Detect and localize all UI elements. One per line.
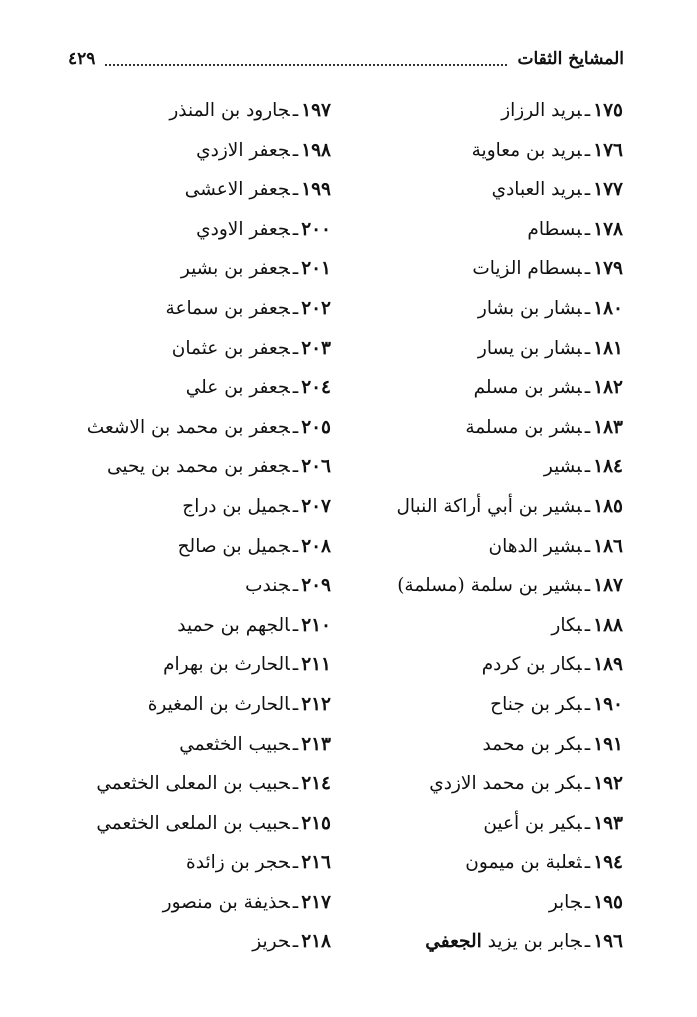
entry-name: حبيب بن المعلى الخثعمي [96, 773, 290, 795]
entry-separator: ـ [584, 693, 591, 715]
entry-separator: ـ [292, 416, 299, 438]
entry-name: بكر بن محمد [482, 733, 582, 755]
entry-separator: ـ [584, 179, 591, 201]
entry-number: ١٩٦ [593, 931, 623, 953]
entry-separator: ـ [584, 733, 591, 755]
entry-separator: ـ [292, 297, 299, 319]
entry-number: ١٩٨ [301, 139, 331, 161]
entry-separator: ـ [584, 258, 591, 280]
entry-separator: ـ [584, 416, 591, 438]
list-item [31, 930, 331, 970]
list-item [323, 218, 623, 258]
entry-separator: ـ [584, 891, 591, 913]
entry-separator: ـ [584, 100, 591, 121]
entry-number: ٢١٧ [301, 891, 331, 913]
entry-name: جعفر الازدي [196, 139, 290, 161]
entry-separator: ـ [292, 377, 299, 399]
entry-number: ١٩٩ [301, 179, 331, 201]
list-item [323, 891, 623, 931]
entry-name: بشير بن سلمة (مسلمة) [397, 575, 582, 597]
list-item [323, 99, 623, 139]
list-item [31, 614, 331, 654]
list-item [323, 139, 623, 179]
list-item [31, 495, 331, 535]
list-item [31, 337, 331, 377]
entry-name: بسطام [527, 218, 582, 240]
entry-number: ١٨٧ [593, 575, 623, 597]
entry-number: ٢١٨ [301, 931, 331, 953]
left-column [31, 99, 331, 970]
entry-name: بشر بن مسلمة [465, 416, 582, 438]
entry-separator: ـ [584, 852, 591, 874]
entry-name: بكر بن محمد الازدي [429, 773, 582, 795]
entry-number: ١٨٣ [593, 416, 623, 438]
entry-number: ٢٠٢ [301, 297, 331, 319]
list-item [31, 178, 331, 218]
entry-separator: ـ [292, 693, 299, 715]
list-item [31, 99, 331, 139]
entry-number: ١٨٤ [593, 456, 623, 478]
list-item [31, 218, 331, 258]
entry-number: ٢٠٦ [301, 456, 331, 478]
list-item [323, 930, 623, 970]
entry-name: بكار [551, 614, 582, 636]
entry-separator: ـ [584, 614, 591, 636]
entry-number: ٢٠٠ [301, 218, 331, 240]
list-item [323, 733, 623, 773]
entry-separator: ـ [292, 852, 299, 874]
entry-number: ١٩٧ [301, 100, 331, 121]
list-item [31, 257, 331, 297]
entry-name: الجهم بن حميد [177, 614, 290, 636]
list-item [31, 376, 331, 416]
entry-separator: ـ [584, 654, 591, 676]
list-item [31, 772, 331, 812]
entry-separator: ـ [292, 812, 299, 834]
list-item [31, 812, 331, 852]
entry-number: ١٨٩ [593, 654, 623, 676]
entry-separator: ـ [584, 931, 591, 953]
entry-name: الحارث بن بهرام [163, 654, 290, 676]
entry-number: ٢١٢ [301, 693, 331, 715]
entry-name: جعفر الاعشى [184, 179, 290, 201]
entry-number: ٢١٦ [301, 852, 331, 874]
entry-number: ٢١٤ [301, 773, 331, 795]
entry-separator: ـ [292, 139, 299, 161]
entry-name: بشار بن بشار [477, 297, 582, 319]
entry-separator: ـ [584, 139, 591, 161]
entry-name: جعفر بن علي [185, 377, 290, 399]
entry-number: ١٨١ [593, 337, 623, 359]
list-item [323, 812, 623, 852]
entry-separator: ـ [292, 931, 299, 953]
entry-number: ١٩٥ [593, 891, 623, 913]
entry-name: جعفر بن محمد بن الاشعث [86, 416, 290, 438]
entry-number: ١٨٢ [593, 377, 623, 399]
entry-number: ١٩٤ [593, 852, 623, 874]
entry-number: ٢٠٥ [301, 416, 331, 438]
entry-number: ٢١٠ [301, 614, 331, 636]
entry-separator: ـ [292, 614, 299, 636]
list-item [323, 535, 623, 575]
entry-number: ١٨٠ [593, 297, 623, 319]
entry-number: ٢٠٧ [301, 495, 331, 517]
list-item [31, 455, 331, 495]
entry-name: جندب [245, 575, 290, 597]
entry-name: بريد العبادي [491, 179, 582, 201]
entry-number: ١٩٣ [593, 812, 623, 834]
entry-name-bold: الجعفي [425, 931, 482, 953]
entry-separator: ـ [292, 179, 299, 201]
entry-number: ١٨٦ [593, 535, 623, 557]
entry-name: بكار بن كردم [481, 654, 582, 676]
page-number: ٤٢٩ [68, 49, 96, 69]
entry-number: ٢١١ [301, 654, 331, 676]
entry-name: جميل بن دراج [182, 495, 290, 517]
entry-name: جعفر بن بشير [180, 258, 290, 280]
list-item [323, 257, 623, 297]
list-item [323, 614, 623, 654]
entry-number: ١٩٠ [593, 693, 623, 715]
entry-separator: ـ [584, 456, 591, 478]
entry-name: بشير بن أبي أراكة النبال [396, 495, 582, 517]
entry-separator: ـ [292, 456, 299, 478]
entry-separator: ـ [584, 812, 591, 834]
list-item [323, 495, 623, 535]
entry-name: حجر بن زائدة [186, 852, 290, 874]
entry-number: ٢١٥ [301, 812, 331, 834]
entry-name: بسطام الزيات [472, 258, 582, 280]
entry-name: حريز [252, 931, 290, 953]
entry-name: جعفر بن سماعة [165, 297, 290, 319]
entry-number: ١٧٧ [593, 179, 623, 201]
running-title: المشايخ الثقات [517, 49, 624, 69]
entry-number: ١٧٥ [593, 100, 623, 121]
entry-separator: ـ [292, 773, 299, 795]
entry-separator: ـ [292, 891, 299, 913]
list-item [323, 337, 623, 377]
list-item [323, 297, 623, 337]
entry-number: ١٩٢ [593, 773, 623, 795]
entry-number: ١٩١ [593, 733, 623, 755]
entry-number: ٢٠٣ [301, 337, 331, 359]
entry-number: ١٧٩ [593, 258, 623, 280]
entry-separator: ـ [584, 297, 591, 319]
list-item [323, 574, 623, 614]
entry-name: جارود بن المنذر [169, 100, 290, 121]
list-item [323, 178, 623, 218]
entry-number: ٢٠٩ [301, 575, 331, 597]
entry-number: ١٧٦ [593, 139, 623, 161]
right-column [323, 99, 623, 970]
entry-name: بشير الدهان [488, 535, 582, 557]
entry-separator: ـ [584, 218, 591, 240]
entry-separator: ـ [292, 575, 299, 597]
entry-number: ١٧٨ [593, 218, 623, 240]
entry-name: جعفر بن محمد بن يحيى [106, 456, 290, 478]
entry-separator: ـ [292, 654, 299, 676]
list-item [31, 851, 331, 891]
list-item [31, 733, 331, 773]
list-item [323, 772, 623, 812]
list-item [31, 891, 331, 931]
dot-leader [105, 64, 507, 66]
entry-name: بكر بن جناح [490, 693, 582, 715]
list-item [323, 693, 623, 733]
entry-separator: ـ [292, 337, 299, 359]
entry-name: ثعلبة بن ميمون [465, 852, 582, 874]
entry-name: حبيب بن الملعى الخثعمي [96, 812, 290, 834]
entry-separator: ـ [292, 495, 299, 517]
list-item [323, 455, 623, 495]
entry-number: ٢١٣ [301, 733, 331, 755]
entry-separator: ـ [584, 337, 591, 359]
entry-separator: ـ [292, 218, 299, 240]
entry-number: ١٨٥ [593, 495, 623, 517]
entry-number: ١٨٨ [593, 614, 623, 636]
entry-separator: ـ [584, 773, 591, 795]
entry-separator: ـ [292, 733, 299, 755]
entry-separator: ـ [292, 258, 299, 280]
list-item [323, 653, 623, 693]
entry-name: حبيب الخثعمي [179, 733, 290, 755]
entry-name: بشار بن يسار [477, 337, 582, 359]
entry-name: جابر [548, 891, 582, 913]
list-item [323, 851, 623, 891]
list-item [31, 653, 331, 693]
entry-name: بشير [543, 456, 582, 478]
list-item [323, 416, 623, 456]
list-item [31, 693, 331, 733]
list-item [31, 297, 331, 337]
entry-name: الحارث بن المغيرة [147, 693, 290, 715]
entry-number: ٢٠٤ [301, 377, 331, 399]
entry-name: حذيفة بن منصور [162, 891, 290, 913]
entry-separator: ـ [584, 495, 591, 517]
entry-name: بكير بن أعين [483, 812, 582, 834]
entry-number: ٢٠٨ [301, 535, 331, 557]
entry-separator: ـ [584, 575, 591, 597]
entry-separator: ـ [292, 100, 299, 121]
entry-number: ٢٠١ [301, 258, 331, 280]
entry-separator: ـ [584, 535, 591, 557]
list-item [31, 416, 331, 456]
entry-separator: ـ [292, 535, 299, 557]
entry-name: بريد الرزاز [501, 100, 582, 121]
entry-name: جابر بن يزيد [487, 931, 582, 953]
entry-separator: ـ [584, 377, 591, 399]
entry-name: بشر بن مسلم [473, 377, 582, 399]
entry-name: بريد بن معاوية [471, 139, 582, 161]
list-item [31, 535, 331, 575]
list-item [323, 376, 623, 416]
entry-name: جعفر بن عثمان [171, 337, 290, 359]
list-item [31, 139, 331, 179]
entry-name: جعفر الاودي [196, 218, 290, 240]
list-item [31, 574, 331, 614]
running-header [68, 44, 624, 74]
entry-name: جميل بن صالح [177, 535, 290, 557]
